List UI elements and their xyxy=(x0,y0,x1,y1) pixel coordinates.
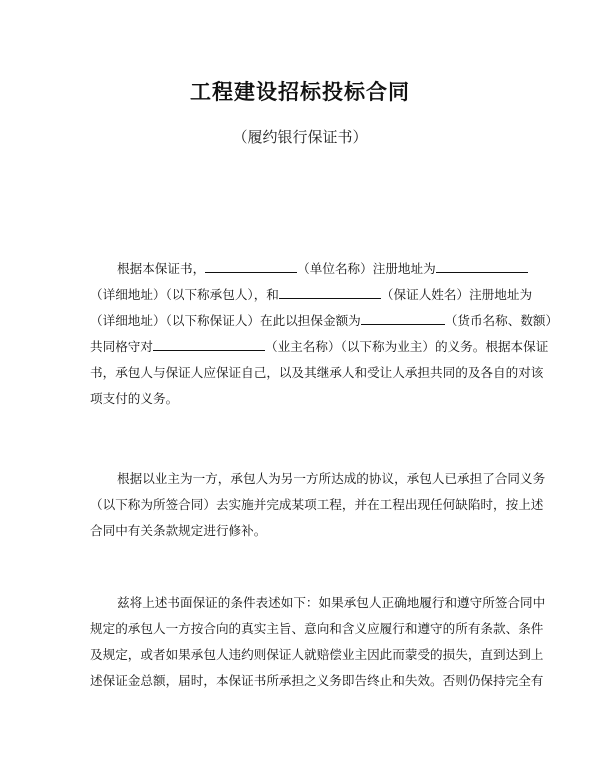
paragraph-2 xyxy=(90,466,546,544)
paragraph-3-line-1: 兹将上述书面保证的条件表述如下：如果承包人正确地履行和遵守所签合同中 xyxy=(117,595,546,610)
text-segment: （单位名称）注册地址为 xyxy=(297,261,436,276)
text-segment: 共同格守对 xyxy=(90,339,153,354)
fill-blank-unit-name xyxy=(205,258,297,273)
paragraph-3 xyxy=(90,590,546,694)
paragraph-1-line-1 xyxy=(90,256,520,282)
paragraph-1-line-4 xyxy=(90,334,549,360)
paragraph-2-line-2: （以下称为所签合同）去实施并完成某项工程，并在工程出现任何缺陷时，按上述 xyxy=(90,497,544,512)
document-subtitle: （履约银行保证书） xyxy=(232,128,368,146)
paragraph-1 xyxy=(90,256,559,412)
paragraph-3-line-4: 述保证金总额，届时，本保证书所承担之义务即告终止和失效。否则仍保持完全有 xyxy=(90,673,544,688)
text-segment: （保证人姓名）注册地址为 xyxy=(380,287,533,302)
paragraph-2-line-1: 根据以业主为一方，承包人为另一方所达成的协议，承包人已承担了合同义务 xyxy=(117,471,546,486)
text-segment: （详细地址）（以下称承包人），和 xyxy=(90,287,279,302)
document-title: 工程建设招标投标合同 xyxy=(190,79,410,104)
fill-blank-employer-name xyxy=(153,336,265,351)
paragraph-3-line-2: 规定的承包人一方按合向的真实主旨、意向和含义应履行和遵守的所有条款、条件 xyxy=(90,621,544,636)
text-segment: （详细地址）（以下称保证人）在此以担保金额为 xyxy=(90,313,361,328)
paragraph-1-line-2 xyxy=(90,282,533,308)
text-segment: 根据本保证书， xyxy=(117,261,206,276)
paragraph-3-line-3: 及规定，或者如果承包人违约则保证人就赔偿业主因此而蒙受的损失，直到达到上 xyxy=(90,647,544,662)
text-segment: （货币名称、数额） xyxy=(444,313,559,328)
fill-blank-address xyxy=(436,258,528,273)
paragraph-1-line-5: 书，承包人与保证人应保证自己，以及其继承人和受让人承担共同的及各自的对该 xyxy=(90,365,544,380)
paragraph-2-line-3: 合同中有关条款规定进行修补。 xyxy=(90,523,267,538)
paragraph-1-line-3 xyxy=(90,308,559,334)
text-segment: （业主名称）（以下称为业主）的义务。根据本保证 xyxy=(264,339,549,354)
fill-blank-guarantor-name xyxy=(279,284,381,299)
paragraph-1-line-6: 项支付的义务。 xyxy=(90,391,179,406)
fill-blank-amount xyxy=(361,310,445,325)
